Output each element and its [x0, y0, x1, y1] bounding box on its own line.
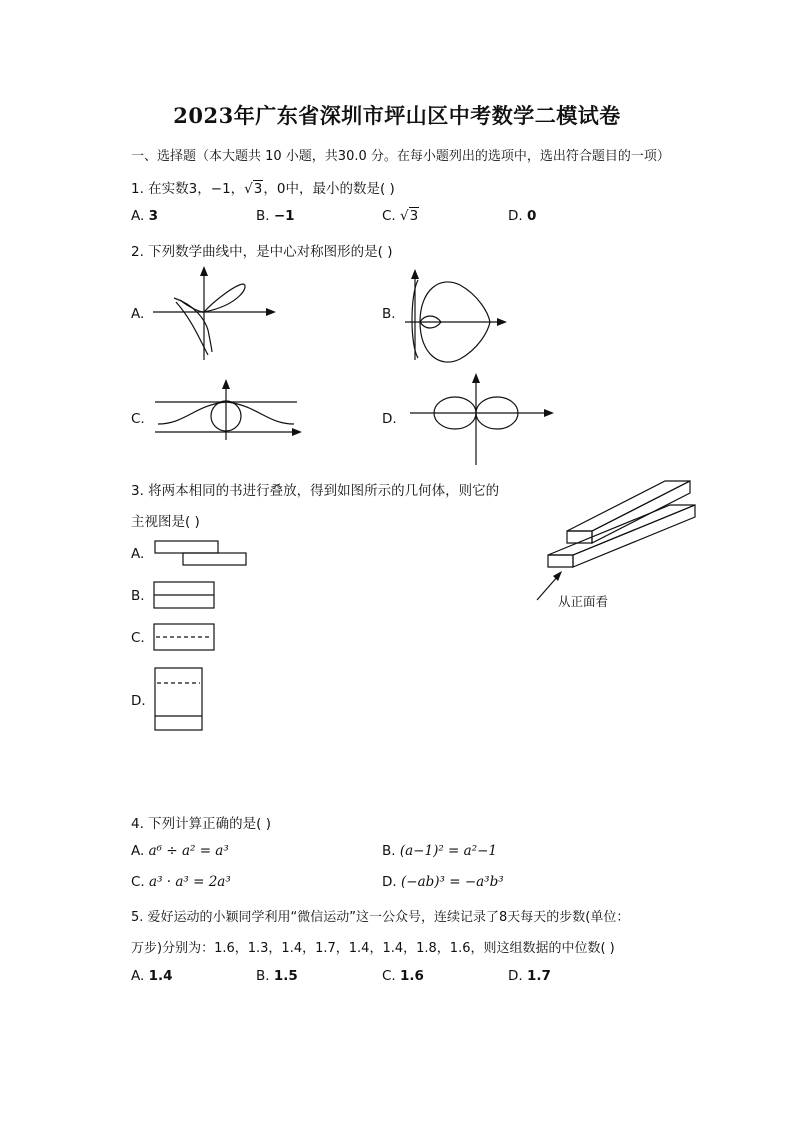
q1-option-c-text: 3: [409, 208, 419, 224]
q3-option-c-label[interactable]: C.: [131, 630, 145, 646]
q4-option-c[interactable]: [131, 874, 231, 890]
q4-option-b-text: (a−1)² = a²−1: [399, 843, 498, 859]
q5-option-b-label: B.: [256, 968, 270, 984]
q4-option-b[interactable]: [382, 843, 497, 859]
page-title: 2023年广东省深圳市坪山区中考数学二模试卷: [173, 103, 621, 128]
q1-stem-prefix: 1. 在实数3，−1，: [131, 181, 245, 197]
q5-option-c-text: 1.6: [400, 968, 424, 984]
q4-option-d[interactable]: [382, 874, 504, 890]
q5-option-b[interactable]: [256, 968, 298, 984]
q2-option-b-label[interactable]: B.: [382, 306, 396, 322]
question-3-stem-line1: 3. 将两本相同的书进行叠放，得到如图所示的几何体，则它的: [131, 483, 500, 499]
q1-option-a-text: 3: [148, 208, 158, 224]
q4-option-c-label: C.: [131, 874, 145, 890]
q1-stem-root: 3: [253, 181, 263, 197]
q4-option-a[interactable]: [131, 843, 229, 859]
q5-option-a-label: A.: [131, 968, 145, 984]
q5-option-b-text: 1.5: [273, 968, 298, 984]
q5-option-c-label: C.: [382, 968, 396, 984]
q4-option-a-label: A.: [131, 843, 145, 859]
q1-option-c-label: C.: [382, 208, 396, 224]
q5-option-d[interactable]: [508, 968, 551, 984]
q5-option-d-label: D.: [508, 968, 523, 984]
q4-option-d-text: (−ab)³ = −a³b³: [400, 874, 504, 890]
q1-stem-suffix: ，0中，最小的数是( ): [263, 181, 395, 197]
question-3-stem-line2: 主视图是( ): [131, 514, 200, 530]
question-5-stem-line1: 5. 爱好运动的小颖同学利用“微信运动”这一公众号，连续记录了8天每天的步数(单位：: [131, 910, 630, 925]
q5-option-d-text: 1.7: [526, 968, 551, 984]
q1-option-b-text: −1: [273, 208, 295, 224]
q1-option-b-label: B.: [256, 208, 270, 224]
q1-option-a-label: A.: [131, 208, 145, 224]
q5-option-a-text: 1.4: [148, 968, 173, 984]
q2-option-c-label[interactable]: C.: [131, 411, 145, 427]
question-4-stem: 4. 下列计算正确的是( ): [131, 816, 271, 832]
q3-option-b-label[interactable]: B.: [131, 588, 145, 604]
q1-option-d-label: D.: [508, 208, 523, 224]
q4-option-b-label: B.: [382, 843, 396, 859]
q3-option-a-label[interactable]: A.: [131, 546, 145, 562]
q2-option-a-label[interactable]: A.: [131, 306, 145, 322]
q4-option-d-label: D.: [382, 874, 397, 890]
q1-sqrt-sign: √: [244, 181, 253, 197]
q4-option-c-text: a³ · a³ = 2a³: [149, 874, 231, 890]
q1-option-c-sqrt-sign: √: [400, 208, 409, 224]
question-2-stem: 2. 下列数学曲线中，是中心对称图形的是( ): [131, 244, 393, 260]
q4-option-a-text: a⁶ ÷ a² = a³: [148, 843, 229, 859]
question-5-stem-line2: 万步)分别为：1.6，1.3，1.4，1.7，1.4，1.4，1.8，1.6，则这组数据的中位数( ): [131, 941, 615, 956]
q3-option-d-label[interactable]: D.: [131, 693, 146, 709]
q5-option-c[interactable]: [382, 968, 424, 984]
q2-option-d-label[interactable]: D.: [382, 411, 397, 427]
q3-view-label: 从正面看: [558, 594, 609, 609]
section-header: 一、选择题（本大题共 10 小题，共30.0 分。在每小题列出的选项中，选出符合题目的一项）: [131, 149, 670, 164]
q1-option-d-text: 0: [526, 208, 537, 224]
q5-option-a[interactable]: [131, 968, 173, 984]
